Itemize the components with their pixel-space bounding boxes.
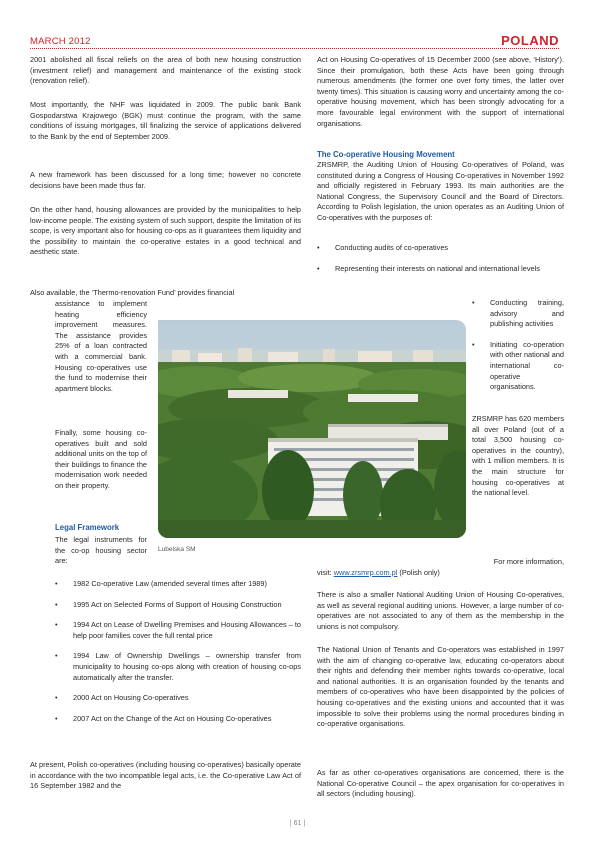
right-paragraph-4 (317, 568, 564, 579)
left-paragraph-5b: assistance to implement heating efficiency improvement measures. The assistance provides 25% of a loan contracted with a commercial bank. Housing co-operatives use the fund to modernise their apartment blocks. (55, 299, 147, 393)
right-paragraph-4a: For more information, (493, 557, 564, 566)
right-paragraph-1: Act on Housing Co-operatives of 15 December 2000 (see above, ‘History’). Since their promulgation, both these Acts have been going through numerous amendments (the former one over forty times, the latter over twenty times). This situation is causing worry and uncertainty among the co-operative housing movement, which has been strongly advocating for a more favourable legal environment with the support of international organisations. (317, 55, 564, 128)
list-item: • Conducting training, advisory and publishing activities (472, 298, 564, 330)
legal-framework-heading: Legal Framework (55, 523, 120, 532)
purposes-list-continued (472, 298, 564, 393)
photo-caption: Lubelska SM (158, 546, 196, 553)
list-item: • Conducting audits of co-operatives (317, 243, 564, 254)
visit-label: visit: (317, 568, 334, 577)
header-date: MARCH 2012 (30, 36, 91, 47)
left-paragraph-5a: Also available, the ‘Thermo-renovation Fund’ provides financial (30, 288, 235, 297)
right-paragraph-2: ZRSMRP, the Auditing Union of Housing Co-operatives of Poland, was constituted during a Congress of Housing Co-operatives in November 1992 and officially registered in February 1993. Its main authorities are the National Congress, the Supervisory Council and the Board of Directors. According to Polish legislation, the union operates as an Auditing Union of Co-operatives with the purposes of: (317, 160, 564, 222)
legal-instruments-list (55, 579, 301, 724)
list-item: • Representing their interests on national and international levels (317, 264, 564, 275)
list-item: • 2007 Act on the Change of the Act on Housing Co-operatives (55, 714, 301, 725)
list-item: • Initiating co-operation with other national and international co-operative organisations. (472, 340, 564, 393)
list-item: • 1995 Act on Selected Forms of Support of Housing Construction (55, 600, 301, 611)
right-paragraph-5: There is also a smaller National Auditing Union of Housing Co-operatives, as well as several regional auditing unions. However, a large number of co-operatives are not associated to any of them as the membership in the unions is not compulsory. (317, 590, 564, 631)
left-paragraph-2: Most importantly, the NHF was liquidated in 2009. The public bank Bank Gospodarstwa Krajowego (BGK) must continue the program, with the same conditions of issuing mortgages, till finalizing the service of applications delivered to the Bank by the end of September 2009. (30, 100, 301, 141)
left-paragraph-6: Finally, some housing co-operatives built and sold additional units on the top of their buildings to finance the modernisation work needed on their property. (55, 428, 147, 490)
zrsmrp-website-link[interactable]: www.zrsmrp.com.pl (333, 568, 398, 577)
right-paragraph-6: The National Union of Tenants and Co-operators was established in 1997 with the aim of changing co-operative law, educating co-operators about their rights and defending their member rights towards co-operative, local and national authorities. It is an organisation founded by the tenants and members of co-operatives who have been disappointed by the policies of housing co-operatives and the existing unions and accounted that it was impossible to solve their problems using the normal procedures binding in co-operative organisations. (317, 645, 564, 729)
housing-estate-photo (158, 320, 466, 538)
header-country: POLAND (501, 33, 559, 48)
purposes-list (317, 243, 564, 274)
list-item: • 2000 Act on Housing Co-operatives (55, 693, 301, 704)
legal-intro: The legal instruments for the co-op housing sector are: (55, 535, 147, 566)
list-item: • 1994 Act on Lease of Dwelling Premises and Housing Allowances – to help poor families cover the full rental price (55, 620, 301, 641)
right-paragraph-3: ZRSMRP has 620 members all over Poland (out of a total 3,500 housing co-operatives in the country), with 1 million members. It is the main structure for housing co-operatives at the national level. (472, 414, 564, 498)
left-paragraph-4: On the other hand, housing allowances are provided by the municipalities to help low-income people. The existing system of such support, despite the limitation of its scope, is very important also for housing co-ops as it guarantees them liquidity and the possibility to maintain the co-operative estates in a good technical and aesthetic state. (30, 205, 301, 257)
movement-heading: The Co-operative Housing Movement (317, 150, 455, 159)
right-paragraph-7: As far as other co-operatives organisations are concerned, there is the National Co-operative Council – the apex organisation for co-operatives in all sectors (including housing). (317, 768, 564, 799)
left-paragraph-1: 2001 abolished all fiscal reliefs on the area of both new housing construction (investment relief) and management and maintenance of the existing stock (renovation relief). (30, 55, 301, 86)
left-paragraph-3: A new framework has been discussed for a long time; however no concrete decisions have been made thus far. (30, 170, 301, 190)
header-rule (30, 48, 559, 49)
left-paragraph-7: At present, Polish co-operatives (including housing co-operatives) basically operate in accordance with the two incompatible legal acts, i.e. the Co-operative Law Act of 16 September 1982 and the (30, 760, 301, 791)
list-item: • 1982 Co-operative Law (amended several times after 1989) (55, 579, 301, 590)
list-item: • 1994 Law of Ownership Dwellings – ownership transfer from municipality to housing co-ops along with creation of housing co-ops automatically after the transfer. (55, 651, 301, 683)
page-number: | 61 | (289, 820, 306, 827)
visit-note: (Polish only) (397, 568, 440, 577)
